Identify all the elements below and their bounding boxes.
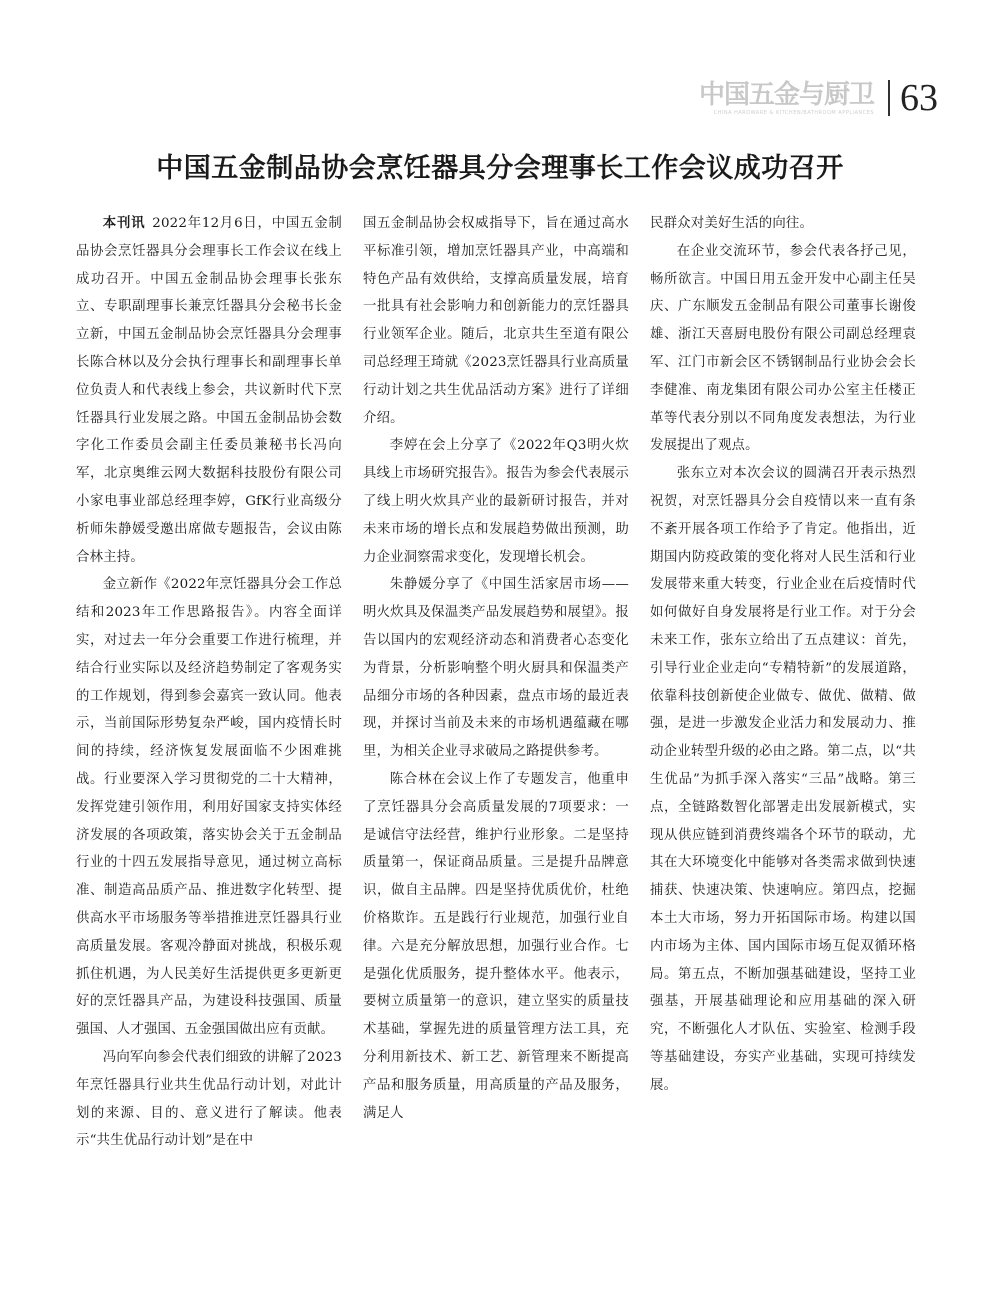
article-paragraph bbox=[76, 571, 342, 1044]
paragraph-text: 金立新作《2022年烹饪器具分会工作总结和2023年工作思路报告》。内容全面详实，对过去一年分会重要工作进行梳理，并结合行业实际以及经济趋势制定了客观务实的工作规划，得到参会嘉宾一致认同。他表示，当前国际形势复杂严峻，国内疫情长时间的持续，经济恢复发展面临不少困难挑战。行业要深入学习贯彻党的二十大精神，发挥党建引领作用，利用好国家支持实体经济发展的各项政策，落实协会关于五金制品行业的十四五发展指导意见，通过树立高标准、制造高品质产品、推进数字化转型、提供高水平市场服务等举措推进烹饪器具行业高质量发展。客观冷静面对挑战，积极乐观抓住机遇，为人民美好生活提供更多更新更好的烹饪器具产品，为建设科技强国、质量强国、人才强国、五金强国做出应有贡献。 bbox=[76, 577, 342, 1038]
article-column-2 bbox=[363, 210, 629, 1127]
article-paragraph bbox=[650, 460, 916, 1099]
paragraph-text: 陈合林在会议上作了专题发言，他重申了烹饪器具分会高质量发展的7项要求：一是诚信守法经营，维护行业形象。二是坚持质量第一，保证商品质量。三是提升品牌意识，做自主品牌。四是坚持优质优价，杜绝价格欺诈。五是践行行业规范，加强行业自律。六是充分解放思想，加强行业合作。七是强化优质服务，提升整体水平。他表示，要树立质量第一的意识，建立坚实的质量技术基础，掌握先进的质量管理方法工具，充分利用新技术、新工艺、新管理来不断提高产品和服务质量，用高质量的产品及服务，满足人 bbox=[363, 771, 629, 1121]
paragraph-text: 朱静媛分享了《中国生活家居市场——明火炊具及保温类产品发展趋势和展望》。报告以国内的宏观经济动态和消费者心态变化为背景，分析影响整个明火厨具和保温类产品细分市场的各种因素，盘点市场的最近表现，并探讨当前及未来的市场机遇蕴藏在哪里，为相关企业寻求破局之路提供参考。 bbox=[363, 577, 629, 760]
article-title: 中国五金制品协会烹饪器具分会理事长工作会议成功召开 bbox=[156, 153, 844, 184]
article-paragraph bbox=[363, 432, 629, 571]
article-paragraph bbox=[650, 238, 916, 460]
paragraph-text: 2022年12月6日，中国五金制品协会烹饪器具分会理事长工作会议在线上成功召开。中国五金制品协会理事长张东立、专职副理事长兼烹饪器具分会秘书长金立新，中国五金制品协会烹饪器具分会理事长陈合林以及分会执行理事长和副理事长单位负责人和代表线上参会，共议新时代下烹饪器具行业发展之路。中国五金制品协会数字化工作委员会副主任委员兼秘书长冯向军，北京奥维云网大数据科技股份有限公司小家电事业部总经理李婷，GfK行业高级分析师朱静媛受邀出席做专题报告，会议由陈合林主持。 bbox=[76, 216, 342, 565]
paragraph-text: 张东立对本次会议的圆满召开表示热烈祝贺，对烹饪器具分会自疫情以来一直有条不紊开展各项工作给予了肯定。他指出，近期国内防疫政策的变化将对人民生活和行业发展带来重大转变，行业企业在后疫情时代如何做好自身发展将是行业工作。对于分会未来工作，张东立给出了五点建议：首先，引导行业企业走向“专精特新”的发展道路，依靠科技创新使企业做专、做优、做精、做强，是进一步激发企业活力和发展动力、推动企业转型升级的必由之路。第二点，以“共生优品”为抓手深入落实“三品”战略。第三点，全链路数智化部署走出发展新模式，实现从供应链到消费终端各个环节的联动，尤其在大环境变化中能够对各类需求做到快速捕获、快速决策、快速响应。第四点，挖掘本土大市场，努力开拓国际市场。构建以国内市场为主体、国内国际市场互促双循环格局。第五点，不断加强基础建设，坚持工业强基，开展基础理论和应用基础的深入研究，不断强化人才队伍、实验室、检测手段等基础建设，夯实产业基础，实现可持续发展。 bbox=[650, 466, 916, 1093]
paragraph-text: 在企业交流环节，参会代表各抒己见，畅所欲言。中国日用五金开发中心副主任吴庆、广东顺发五金制品有限公司董事长谢俊雄、浙江天喜厨电股份有限公司副总经理袁军、江门市新会区不锈钢制品行业协会会长李健准、南龙集团有限公司办公室主任楼正革等代表分别以不同角度发表想法，为行业发展提出了观点。 bbox=[650, 243, 916, 454]
page-number: 63 bbox=[900, 77, 938, 119]
article-column-1 bbox=[76, 210, 342, 1155]
masthead bbox=[699, 78, 938, 118]
article-paragraph bbox=[363, 210, 629, 432]
paragraph-text: 国五金制品协会权威指导下，旨在通过高水平标准引领，增加烹饪器具产业，中高端和特色产品有效供给，支撑高质量发展，培育一批具有社会影响力和创新能力的烹饪器具行业领军企业。随后，北京共生至道有限公司总经理王琦就《2023烹饪器具行业高质量行动计划之共生优品活动方案》进行了详细介绍。 bbox=[363, 216, 629, 426]
logo-subtitle: CHINA HARDWARE & KITCHEN/BATHROOM APPLIANCES bbox=[713, 109, 874, 116]
magazine-logo bbox=[699, 81, 874, 116]
byline-label: 本刊讯 bbox=[102, 216, 146, 231]
article-paragraph bbox=[650, 210, 916, 238]
paragraph-text: 李婷在会上分享了《2022年Q3明火炊具线上市场研究报告》。报告为参会代表展示了线上明火炊具产业的最新研讨报告，并对未来市场的增长点和发展趋势做出预测，助力企业洞察需求变化，发现增长机会。 bbox=[363, 438, 629, 565]
logo-text: 中国五金与厨卫 bbox=[698, 79, 874, 110]
article-paragraph bbox=[76, 210, 342, 571]
paragraph-text: 冯向军向参会代表们细致的讲解了2023年烹饪器具行业共生优品行动计划，对此计划的来源、目的、意义进行了解读。他表示“共生优品行动计划”是在中 bbox=[76, 1049, 342, 1149]
article-paragraph bbox=[76, 1044, 342, 1155]
article-paragraph bbox=[363, 571, 629, 766]
header-divider bbox=[888, 80, 890, 116]
paragraph-text: 民群众对美好生活的向往。 bbox=[650, 216, 814, 231]
article-paragraph bbox=[363, 766, 629, 1127]
article-column-3 bbox=[650, 210, 916, 1100]
